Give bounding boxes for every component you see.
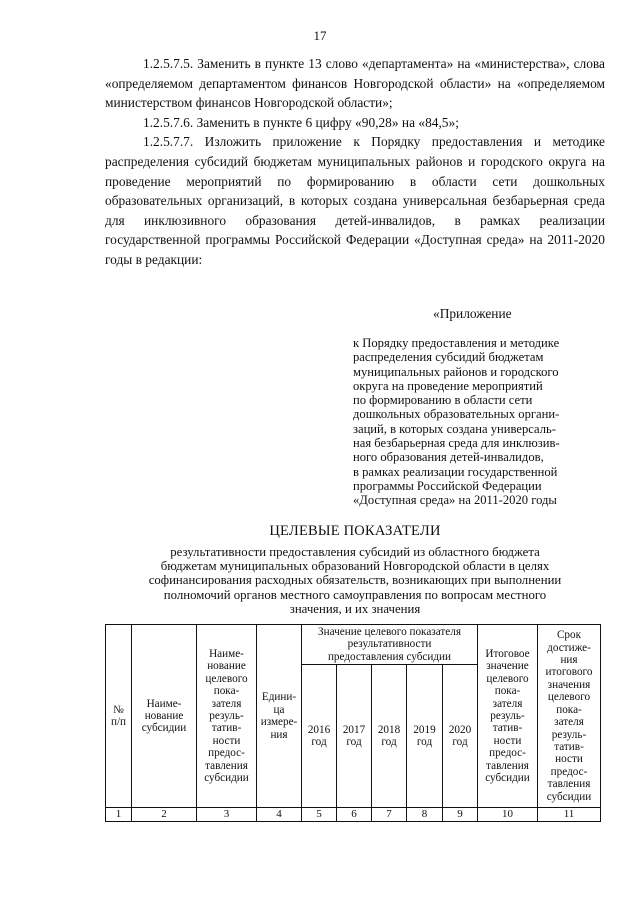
header-line: пока- — [494, 685, 521, 698]
amendment-text — [105, 54, 605, 270]
column-number: 11 — [538, 808, 601, 822]
appendix-reference — [353, 336, 603, 508]
subtitle-line: результативности предоставления субсидий из областного бюджета — [170, 545, 540, 559]
header-line: татив- — [211, 722, 242, 735]
appendix-line: ного образования детей-инвалидов, — [353, 450, 544, 465]
header-deadline — [538, 625, 601, 808]
header-line: пока- — [213, 685, 240, 698]
header-subsidy-name — [132, 625, 197, 808]
header-line: субсидии — [141, 722, 187, 735]
column-number: 6 — [337, 808, 372, 822]
header-line: итогового — [545, 666, 593, 679]
target-indicators-table — [105, 624, 601, 822]
header-line: значение — [486, 660, 529, 673]
header-line: тавления — [547, 778, 591, 791]
header-year: 2020 год — [443, 665, 478, 808]
column-number: 2 — [132, 808, 197, 822]
header-line: зателя — [492, 697, 523, 710]
header-line: резуль- — [209, 709, 244, 722]
header-line: целевого — [547, 691, 591, 704]
header-year: 2019 год — [407, 665, 443, 808]
appendix-line: по формированию в области сети — [353, 393, 533, 408]
page-number: 17 — [313, 28, 327, 43]
header-line: Значение целевого показателя — [318, 626, 461, 638]
header-line: значения — [547, 678, 591, 691]
document-title: ЦЕЛЕВЫЕ ПОКАЗАТЕЛИ — [269, 523, 441, 539]
subtitle-line: полномочий органов местного самоуправления по вопросам местного — [163, 587, 547, 602]
appendix-line: в рамках реализации государственной — [353, 464, 558, 479]
header-line: целевого — [205, 672, 248, 685]
header-line: предоставления субсидии — [327, 650, 452, 663]
subtitle-line: значения, и их значения — [289, 601, 421, 616]
header-line: достиже- — [547, 641, 591, 654]
header-indicator-name — [197, 625, 257, 808]
column-numbers-row — [106, 808, 601, 822]
subtitle-line: бюджетам муниципальных образований Новгородской области в целях — [160, 559, 550, 574]
header-year: 2018 год — [372, 665, 407, 808]
header-line: пока- — [556, 703, 582, 716]
header-line: ности — [493, 734, 522, 747]
header-line: субсидии — [485, 771, 530, 784]
header-line: резуль- — [551, 728, 587, 741]
header-line: ния — [270, 728, 288, 741]
header-line: Итоговое — [485, 647, 530, 660]
header-line: Наиме- — [146, 697, 182, 710]
header-line: ности — [212, 734, 241, 747]
header-line: зателя — [554, 716, 584, 729]
header-line: № — [113, 703, 124, 716]
header-line: Едини- — [261, 691, 297, 704]
header-line: Наиме- — [209, 647, 244, 660]
header-number — [106, 625, 132, 808]
column-number: 1 — [106, 808, 132, 822]
header-line: измере- — [260, 716, 298, 729]
subtitle-line: софинансирования расходных обязательств, возникающих при выполнении — [148, 573, 562, 588]
appendix-line: округа на проведение мероприятий — [353, 378, 543, 393]
header-line: ния — [560, 654, 578, 667]
header-total-value — [478, 625, 538, 808]
header-year: 2017 год — [337, 665, 372, 808]
appendix-line: ная безбарьерная среда для инклюзив- — [353, 436, 560, 451]
appendix-line: к Порядку предоставления и методике — [353, 336, 560, 350]
header-line: предос- — [489, 747, 526, 760]
paragraph: 1.2.5.7.7. Изложить приложение к Порядку предоставления и методике распределения субсидий бюджетам муниципальных районов и городского округа на проведение мероприятий по формированию в области сети дошкольных образовательных организаций, в которых создана универсальная безбарьерная среда для инклюзивного образования детей-инвалидов, в рамках реализации государственной программы Российской Федерации «Доступная среда» на 2011-2020 годы в редакции: — [105, 134, 605, 267]
header-line: татив- — [554, 740, 584, 753]
header-line: субсидии — [204, 771, 249, 784]
document-subtitle — [105, 545, 605, 616]
appendix-heading: «Приложение — [433, 306, 512, 321]
header-line: результативности — [347, 638, 432, 651]
appendix-line: дошкольных образовательных органи- — [353, 407, 560, 422]
appendix-line: распределения субсидий бюджетам — [353, 350, 544, 365]
column-number: 3 — [197, 808, 257, 822]
column-number: 8 — [407, 808, 443, 822]
appendix-line: «Доступная среда» на 2011-2020 годы — [353, 493, 557, 508]
header-line: татив- — [492, 722, 523, 735]
header-line: ности — [555, 753, 583, 766]
header-line: предос- — [208, 747, 245, 760]
header-line: ца — [273, 703, 285, 716]
header-line: целевого — [486, 672, 529, 685]
header-line: резуль- — [490, 709, 525, 722]
header-line: тавления — [486, 759, 529, 772]
column-number: 7 — [372, 808, 407, 822]
header-line: Срок — [556, 629, 582, 642]
header-line: субсидии — [546, 790, 592, 803]
paragraph: 1.2.5.7.5. Заменить в пункте 13 слово «департамента» на «министерства», слова «определяемом департаментом финансов Новгородской области» на «определяемом министерством финансов Новгородской области»; — [105, 56, 605, 111]
header-line: тавления — [205, 759, 248, 772]
header-unit — [257, 625, 302, 808]
appendix-line: муниципальных районов и городского — [353, 364, 559, 379]
header-year: 2016 год — [302, 665, 337, 808]
header-line: зателя — [211, 697, 242, 710]
header-line: п/п — [110, 716, 127, 729]
header-line: нование — [144, 709, 184, 722]
appendix-line: заций, в которых создана универсаль- — [353, 421, 556, 436]
column-number: 10 — [478, 808, 538, 822]
header-line: нование — [207, 660, 246, 673]
column-number: 5 — [302, 808, 337, 822]
header-line: предос- — [550, 765, 588, 778]
column-number: 9 — [443, 808, 478, 822]
appendix-line: программы Российской Федерации — [353, 478, 542, 493]
column-number: 4 — [257, 808, 302, 822]
paragraph: 1.2.5.7.6. Заменить в пункте 6 цифру «90,28» на «84,5»; — [143, 114, 459, 130]
header-indicator-values — [302, 625, 478, 665]
